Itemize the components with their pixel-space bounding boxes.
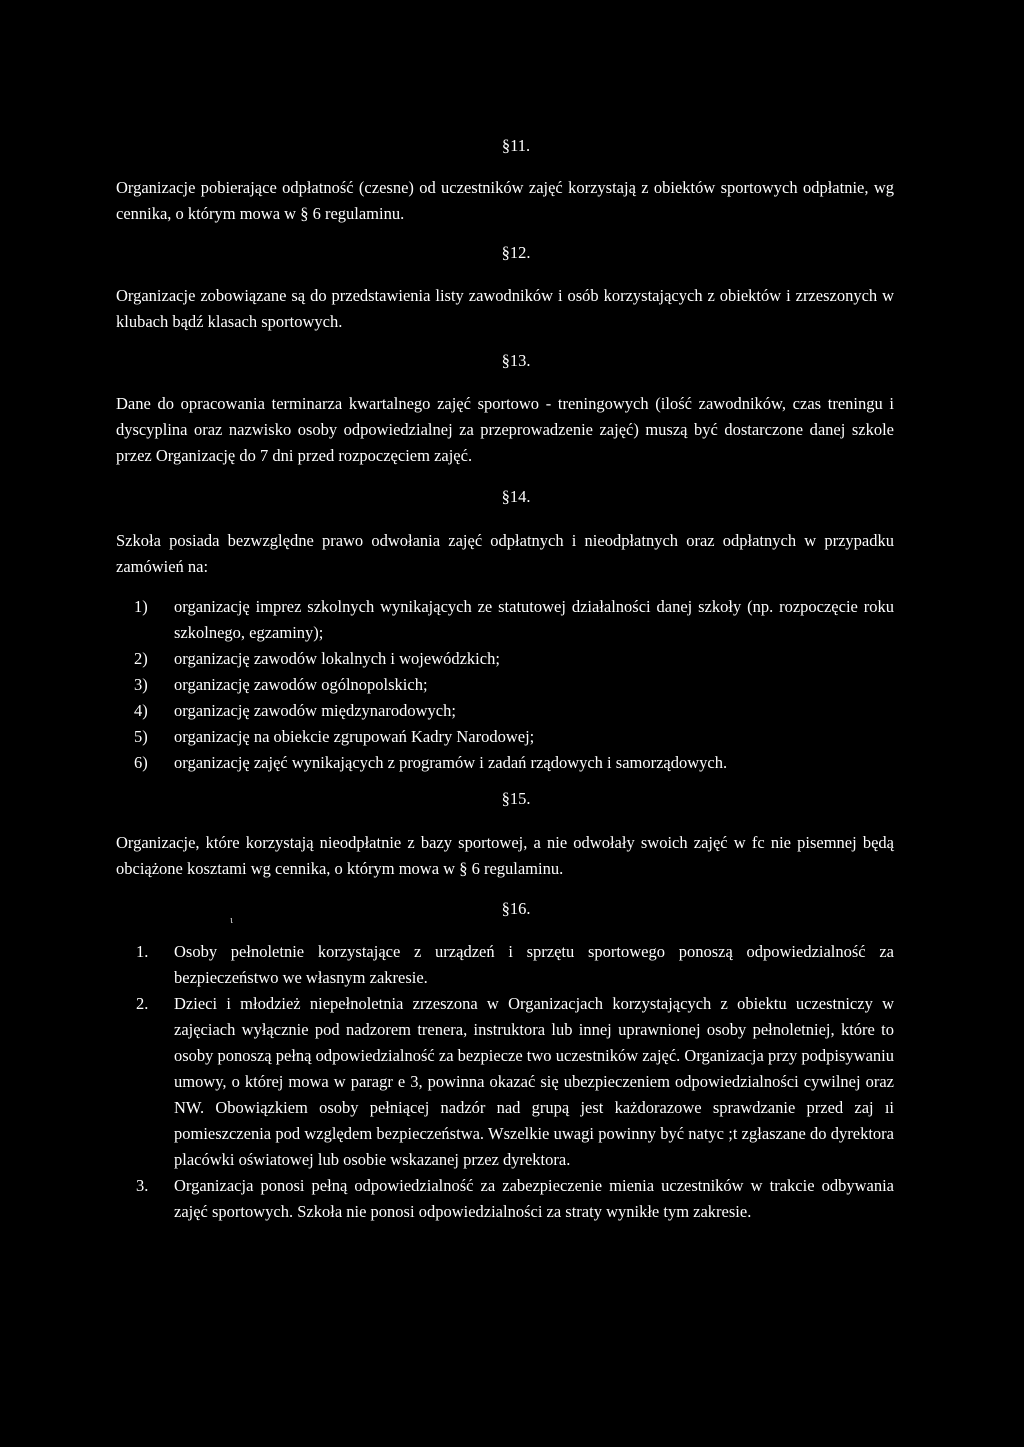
list-item-number: 3) bbox=[134, 675, 148, 694]
section-13 bbox=[116, 391, 894, 469]
list-item bbox=[116, 991, 894, 1173]
list-item-text: organizację zajęć wynikających z programów i zadań rządowych i samorządowych. bbox=[174, 753, 728, 772]
list-item bbox=[116, 750, 894, 776]
list-item bbox=[116, 594, 894, 646]
section-11-text: Organizacje pobierające odpłatność (czesne) od uczestników zajęć korzystają z obiektów sportowych odpłatnie, wg cennika, o którym mowa w § 6 regulaminu. bbox=[116, 178, 894, 223]
list-item-number: 4) bbox=[134, 701, 148, 720]
section-mark-12: §12. bbox=[501, 243, 531, 262]
section-12-text: Organizacje zobowiązane są do przedstawienia listy zawodników i osób korzystających z obiektów i zrzeszonych w klubach bądź klasach sportowych. bbox=[116, 286, 894, 331]
section-mark-15: §15. bbox=[501, 789, 531, 808]
section-15-text: Organizacje, które korzystają nieodpłatnie z bazy sportowej, a nie odwołały swoich zajęć w fc nie pisemnej będą obciążone kosztami wg cennika, o którym mowa w § 6 regulaminu. bbox=[116, 833, 894, 878]
section-16-list bbox=[116, 939, 894, 1225]
list-item-number: 6) bbox=[134, 753, 148, 772]
section-mark-16: §16. bbox=[501, 899, 531, 918]
list-item-number: 2) bbox=[134, 649, 148, 668]
section-14-list bbox=[116, 594, 894, 776]
list-item-text: organizację zawodów lokalnych i wojewódzkich; bbox=[174, 649, 500, 668]
section-14-text: Szkoła posiada bezwzględne prawo odwołania zajęć odpłatnych i nieodpłatnych oraz odpłatnych w przypadku zamówień na: bbox=[116, 531, 894, 576]
section-11 bbox=[116, 175, 894, 227]
list-item-text: organizację zawodów międzynarodowych; bbox=[174, 701, 456, 720]
scan-artifact-mark: ι bbox=[230, 914, 233, 926]
list-item bbox=[116, 672, 894, 698]
list-item bbox=[116, 1173, 894, 1225]
list-item bbox=[116, 698, 894, 724]
list-item-number: 3. bbox=[136, 1176, 149, 1195]
section-13-text: Dane do opracowania terminarza kwartalnego zajęć sportowo - treningowych (ilość zawodników, czas treningu i dyscyplina oraz nazwisko osoby odpowiedzialnej za przeprowadzenie zajęć) muszą być dostarczone danej szkole przez Organizację do 7 dni przed rozpoczęciem zajęć. bbox=[116, 394, 894, 465]
list-item bbox=[116, 724, 894, 750]
list-item-number: 2. bbox=[136, 994, 149, 1013]
section-mark-14: §14. bbox=[501, 487, 531, 506]
list-item-text: organizację zawodów ogólnopolskich; bbox=[174, 675, 428, 694]
list-item-text: Dzieci i młodzież niepełnoletnia zrzeszona w Organizacjach korzystających z obiektu uczestniczy w zajęciach wyłącznie pod nadzorem trenera, instruktora lub innej uprawnionej osoby pełnoletniej, które to osoby ponoszą pełną odpowiedzialność za bezpiecze two uczestników zajęć. Organizacja przy podpisywaniu umowy, o której mowa w paragr e 3, powinna okazać się ubezpieczeniem odpowiedzialności cywilnej oraz NW. Obowiązkiem osoby pełniącej nadzór nad grupą jest każdorazowe sprawdzanie przed zaj ıi pomieszczenia pod względem bezpieczeństwa. Wszelkie uwagi powinny być natyc ;t zgłaszane do dyrektora placówki oświatowej lub osobie wskazanej przez dyrektora. bbox=[174, 994, 894, 1169]
list-item bbox=[116, 939, 894, 991]
list-item-number: 1) bbox=[134, 597, 148, 616]
section-mark-11: §11. bbox=[501, 136, 531, 155]
list-item-text: organizację imprez szkolnych wynikających ze statutowej działalności danej szkoły (np. rozpoczęcie roku szkolnego, egzaminy); bbox=[174, 597, 894, 642]
list-item-text: Organizacja ponosi pełną odpowiedzialność za zabezpieczenie mienia uczestników w trakcie odbywania zajęć sportowych. Szkoła nie ponosi odpowiedzialności za straty wynikłe tym zakresie. bbox=[174, 1176, 894, 1221]
section-12 bbox=[116, 283, 894, 335]
list-item-number: 1. bbox=[136, 942, 149, 961]
section-14 bbox=[116, 528, 894, 776]
list-item-number: 5) bbox=[134, 727, 148, 746]
list-item-text: organizację na obiekcie zgrupowań Kadry Narodowej; bbox=[174, 727, 535, 746]
section-15 bbox=[116, 830, 894, 882]
list-item bbox=[116, 646, 894, 672]
section-16 bbox=[116, 939, 894, 1225]
section-mark-13: §13. bbox=[501, 351, 531, 370]
list-item-text: Osoby pełnoletnie korzystające z urządzeń i sprzętu sportowego ponoszą odpowiedzialność za bezpieczeństwo we własnym zakresie. bbox=[174, 942, 894, 987]
